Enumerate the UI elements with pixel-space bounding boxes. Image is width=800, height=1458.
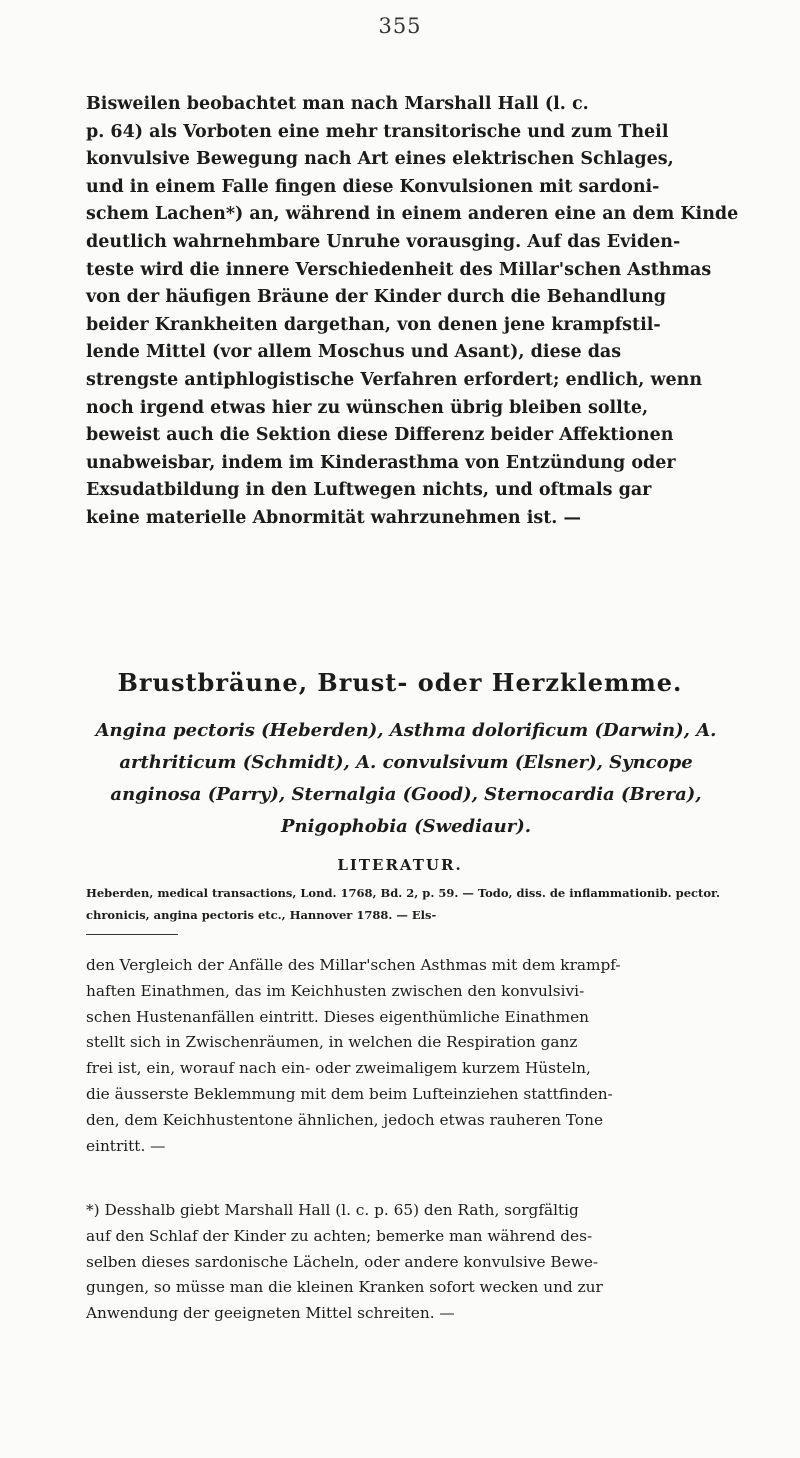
page-number: 355: [378, 14, 422, 38]
text-line: frei ist, ein, worauf nach ein- oder zweimaligem kurzem Hüsteln,: [86, 1059, 591, 1078]
text-line: deutlich wahrnehmbare Unruhe vorausging. Auf das Eviden-: [86, 231, 681, 252]
footnote-divider: [86, 934, 178, 935]
text-line: den, dem Keichhustentone ähnlichen, jedoch etwas rauheren Tone: [86, 1110, 604, 1129]
text-line: eintritt. —: [86, 1136, 166, 1155]
text-line: schem Lachen*) an, während in einem anderen eine an dem Kinde: [86, 204, 739, 225]
text-line: die äusserste Beklemmung mit dem beim Lufteinziehen stattfinden-: [86, 1084, 613, 1103]
text-line: *) Desshalb giebt Marshall Hall (l. c. p. 65) den Rath, sorgfältig: [86, 1201, 579, 1219]
footnote: [86, 1198, 720, 1327]
text-line: noch irgend etwas hier zu wünschen übrig bleiben sollte,: [86, 397, 649, 418]
text-line: lende Mittel (vor allem Moschus und Asant), diese das: [86, 342, 622, 363]
main-paragraph: [86, 91, 739, 533]
text-line: den Vergleich der Anfälle des Millar'schen Asthmas mit dem krampf-: [86, 956, 621, 974]
text-line: selben dieses sardonische Lächeln, oder andere konvulsive Bewe-: [86, 1252, 599, 1271]
text-line: gungen, so müsse man die kleinen Kranken sofort wecken und zur: [86, 1278, 603, 1297]
literatur-text: Heberden, medical transactions, Lond. 1768, Bd. 2, p. 59. — Todo, diss. de inflammationib. pector. chronicis, angina pectoris etc., Hannover 1788. — Els-: [86, 886, 721, 922]
text-line: Anwendung der geeigneten Mittel schreiten. —: [86, 1304, 455, 1323]
text-line: unabweisbar, indem im Kinderasthma von Entzündung oder: [86, 452, 676, 473]
text-line: keine materielle Abnormität wahrzunehmen ist. —: [86, 507, 581, 528]
text-line: stellt sich in Zwischenräumen, in welchen die Respiration ganz: [86, 1033, 578, 1052]
text-line: p. 64) als Vorboten eine mehr transitorische und zum Theil: [86, 121, 669, 142]
footnote-paragraph: [86, 953, 720, 1159]
text-line: und in einem Falle fingen diese Konvulsionen mit sardoni-: [86, 176, 660, 197]
synonyms-list: Angina pectoris (Heberden), Asthma dolorificum (Darwin), A. arthriticum (Schmidt), A. convulsivum (Elsner), Syncope anginosa (Parry), Sternalgia (Good), Sternocardia (Brera), Pnigophobia (Swediaur).: [95, 720, 717, 837]
section-title: Brustbräune, Brust- oder Herzklemme.: [117, 668, 683, 697]
text-line: Bisweilen beobachtet man nach Marshall Hall (l. c.: [86, 94, 589, 114]
text-line: auf den Schlaf der Kinder zu achten; bemerke man während des-: [86, 1226, 593, 1245]
text-line: haften Einathmen, das im Keichhusten zwischen den konvulsivi-: [86, 981, 585, 1000]
text-line: beweist auch die Sektion diese Differenz beider Affektionen: [86, 425, 674, 446]
text-line: von der häufigen Bräune der Kinder durch die Behandlung: [86, 287, 667, 308]
text-line: teste wird die innere Verschiedenheit des Millar'schen Asthmas: [86, 259, 712, 280]
text-line: Exsudatbildung in den Luftwegen nichts, und oftmals gar: [86, 480, 652, 501]
text-line: konvulsive Bewegung nach Art eines elektrischen Schlages,: [86, 149, 674, 170]
text-line: schen Hustenanfällen eintritt. Dieses eigenthümliche Einathmen: [86, 1007, 589, 1026]
literatur-heading: LITERATUR.: [337, 856, 463, 874]
text-line: strengste antiphlogistische Verfahren erfordert; endlich, wenn: [86, 369, 703, 390]
text-line: beider Krankheiten dargethan, von denen jene krampfstil-: [86, 314, 661, 335]
